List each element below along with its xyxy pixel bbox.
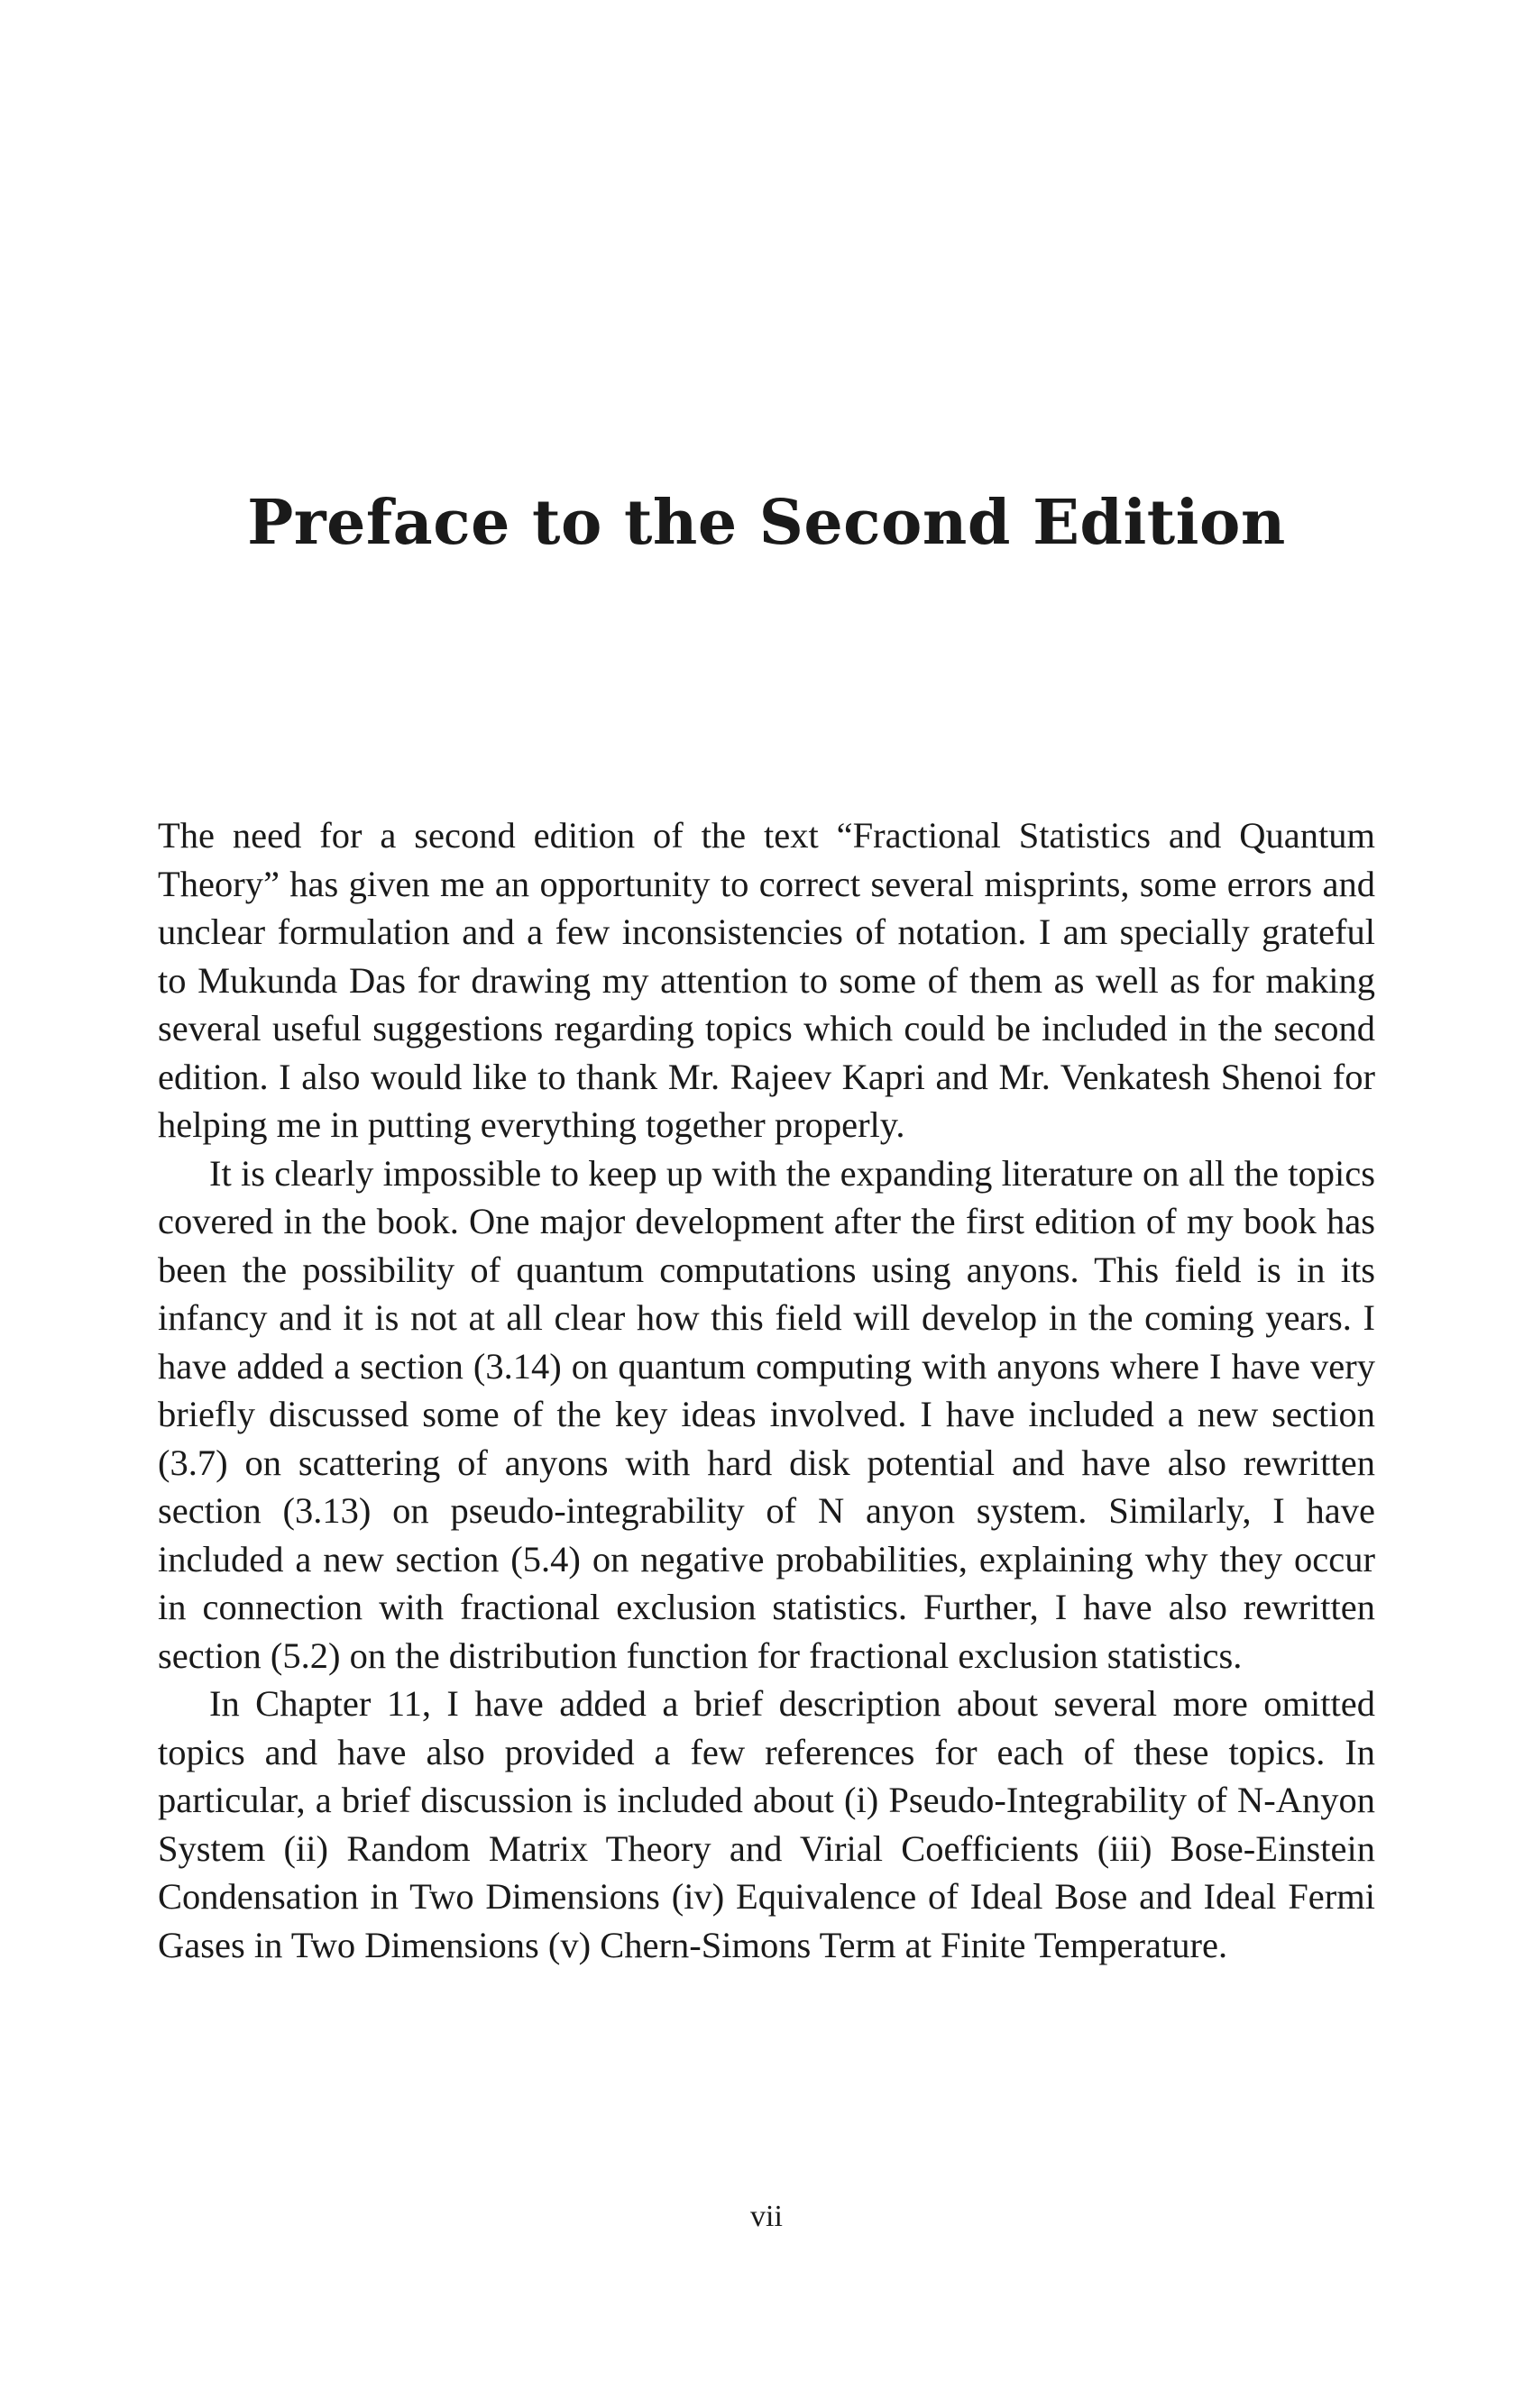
page-title: Preface to the Second Edition xyxy=(247,487,1286,559)
paragraph-3: In Chapter 11, I have added a brief description about several more omitted topics and have also provided a few references for each of these topics. In particular, a brief discussion is included about (i) Pseudo-Integrability of N-Anyon System (ii) Random Matrix Theory and Virial Coefficients (iii) Bose-Einstein Condensation in Two Dimensions (iv) Equivalence of Ideal Bose and Ideal Fermi Gases in Two Dimensions (v) Chern-Simons Term at Finite Temperature. xyxy=(158,1683,1375,1965)
page-number: vii xyxy=(750,2200,783,2233)
paragraph-1: The need for a second edition of the text “Fractional Statistics and Quantum Theory” has given me an opportunity to correct several misprints, some errors and unclear formulation and a few inconsistencies of notation. I am specially grateful to Mukunda Das for drawing my attention to some of them as well as for making several useful suggestions regarding topics which could be included in the second edition. I also would like to thank Mr. Rajeev Kapri and Mr. Venkatesh Shenoi for helping me in putting everything together properly. xyxy=(158,815,1375,1145)
paragraph-2: It is clearly impossible to keep up with the expanding literature on all the topics covered in the book. One major development after the first edition of my book has been the possibility of quantum computations using anyons. This field is in its infancy and it is not at all clear how this field will develop in the coming years. I have added a section (3.14) on quantum computing with anyons where I have very briefly discussed some of the key ideas involved. I have included a new section (3.7) on scattering of anyons with hard disk potential and have also rewritten section (3.13) on pseudo-integrability of N anyon system. Similarly, I have included a new section (5.4) on negative probabilities, explaining why they occur in connection with fractional exclusion statistics. Further, I have also rewritten section (5.2) on the distribution function for fractional exclusion statistics. xyxy=(158,1152,1375,1676)
preface-body xyxy=(158,811,1375,1969)
